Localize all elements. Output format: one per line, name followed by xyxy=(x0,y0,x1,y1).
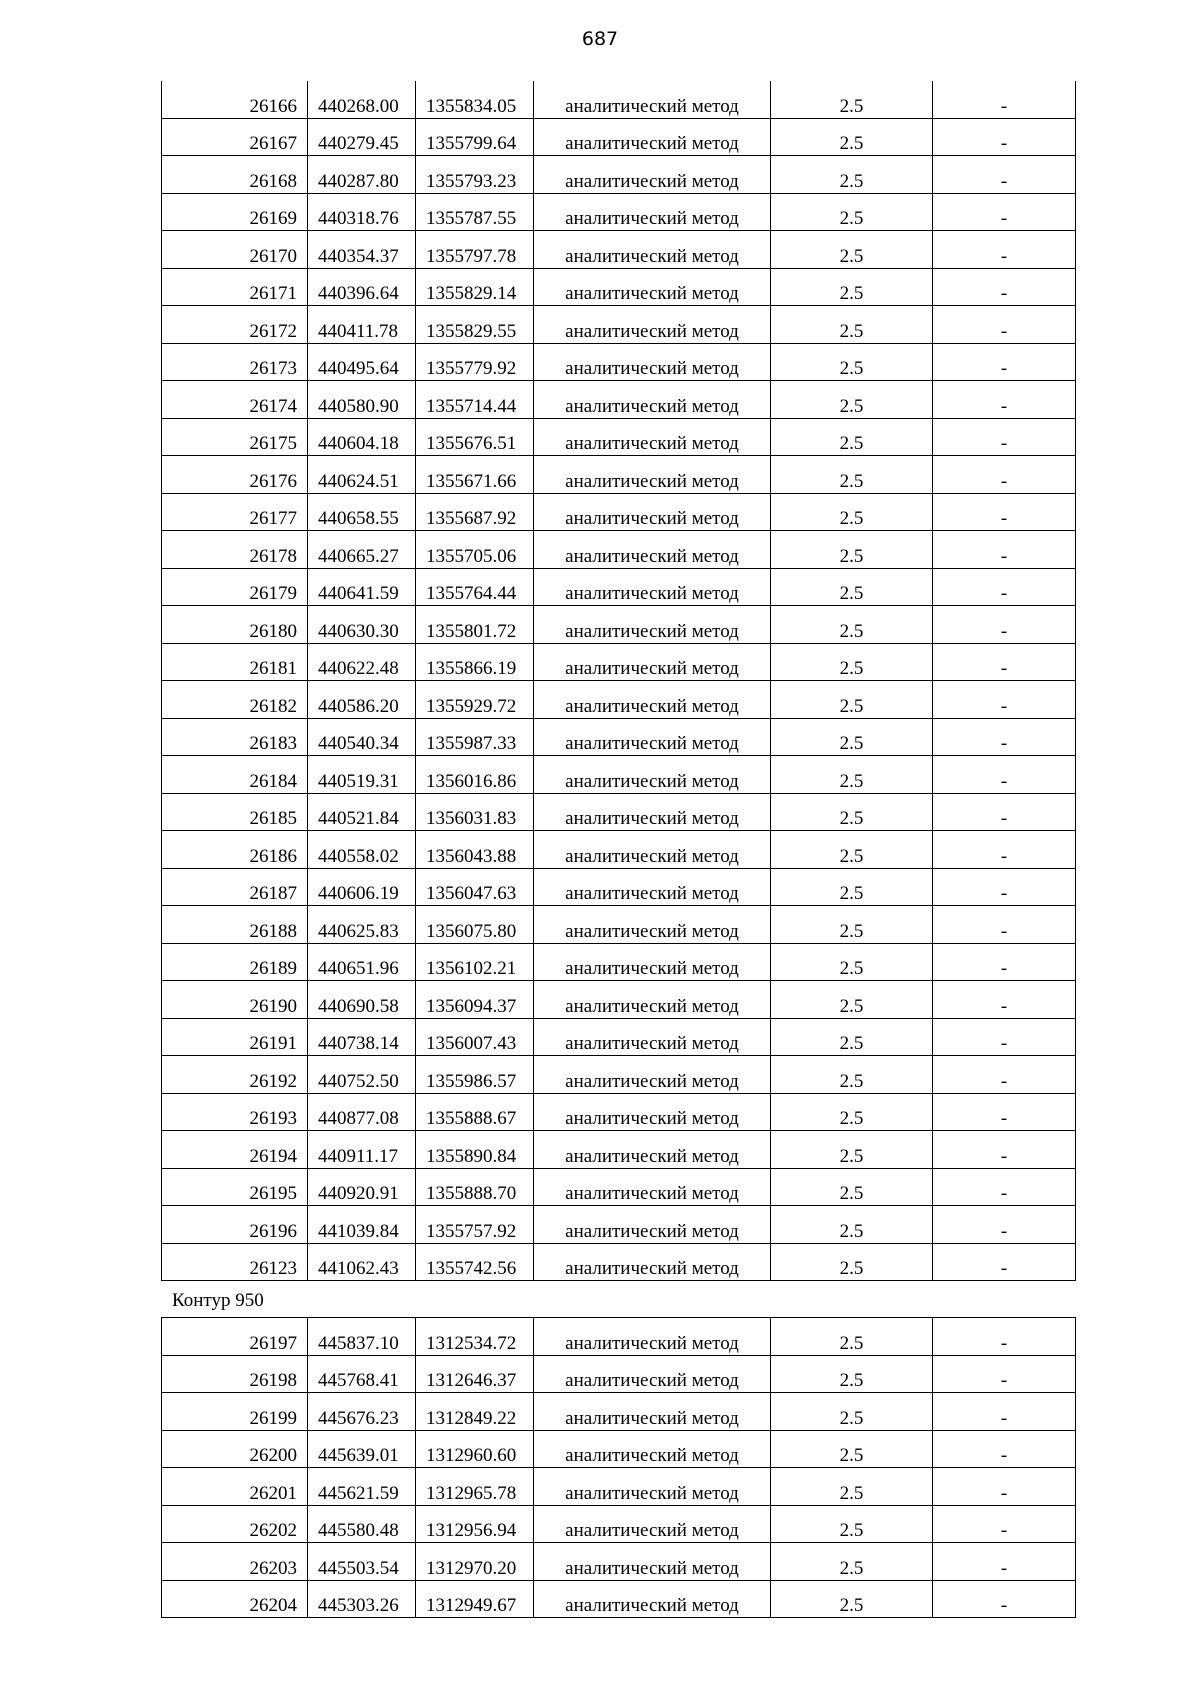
y-coordinate-cell: 1355799.64 xyxy=(416,118,534,156)
accuracy-cell: 2.5 xyxy=(771,1355,933,1393)
table-row xyxy=(162,906,1076,944)
y-coordinate-cell: 1355764.44 xyxy=(416,568,534,606)
description-cell: - xyxy=(933,231,1076,269)
description-cell: - xyxy=(933,418,1076,456)
accuracy-cell: 2.5 xyxy=(771,643,933,681)
accuracy-cell: 2.5 xyxy=(771,793,933,831)
point-number-cell: 26167 xyxy=(162,118,308,156)
x-coordinate-cell: 440540.34 xyxy=(308,718,416,756)
point-number-cell: 26123 xyxy=(162,1243,308,1281)
accuracy-cell: 2.5 xyxy=(771,1543,933,1581)
description-cell: - xyxy=(933,1543,1076,1581)
description-cell: - xyxy=(933,381,1076,419)
x-coordinate-cell: 440911.17 xyxy=(308,1131,416,1169)
table-row xyxy=(162,343,1076,381)
description-cell: - xyxy=(933,568,1076,606)
accuracy-cell: 2.5 xyxy=(771,1131,933,1169)
description-cell: - xyxy=(933,681,1076,719)
method-cell: аналитический метод xyxy=(534,1243,771,1281)
method-cell: аналитический метод xyxy=(534,906,771,944)
point-number-cell: 26193 xyxy=(162,1093,308,1131)
point-number-cell: 26177 xyxy=(162,493,308,531)
y-coordinate-cell: 1356016.86 xyxy=(416,756,534,794)
coordinates-table xyxy=(161,81,1076,1281)
x-coordinate-cell: 440877.08 xyxy=(308,1093,416,1131)
point-number-cell: 26173 xyxy=(162,343,308,381)
accuracy-cell: 2.5 xyxy=(771,1168,933,1206)
description-cell: - xyxy=(933,493,1076,531)
point-number-cell: 26185 xyxy=(162,793,308,831)
x-coordinate-cell: 440279.45 xyxy=(308,118,416,156)
method-cell: аналитический метод xyxy=(534,943,771,981)
y-coordinate-cell: 1355829.14 xyxy=(416,268,534,306)
table-row xyxy=(162,868,1076,906)
method-cell: аналитический метод xyxy=(534,118,771,156)
page-number: 687 xyxy=(581,28,619,50)
y-coordinate-cell: 1312534.72 xyxy=(416,1318,534,1356)
description-cell: - xyxy=(933,1318,1076,1356)
method-cell: аналитический метод xyxy=(534,381,771,419)
accuracy-cell: 2.5 xyxy=(771,1393,933,1431)
description-cell: - xyxy=(933,868,1076,906)
table-row xyxy=(162,831,1076,869)
point-number-cell: 26190 xyxy=(162,981,308,1019)
accuracy-cell: 2.5 xyxy=(771,868,933,906)
y-coordinate-cell: 1356102.21 xyxy=(416,943,534,981)
y-coordinate-cell: 1355797.78 xyxy=(416,231,534,269)
accuracy-cell: 2.5 xyxy=(771,568,933,606)
method-cell: аналитический метод xyxy=(534,1018,771,1056)
x-coordinate-cell: 445639.01 xyxy=(308,1430,416,1468)
table-row xyxy=(162,1505,1076,1543)
table-row xyxy=(162,1318,1076,1356)
x-coordinate-cell: 440920.91 xyxy=(308,1168,416,1206)
accuracy-cell: 2.5 xyxy=(771,156,933,194)
accuracy-cell: 2.5 xyxy=(771,681,933,719)
point-number-cell: 26176 xyxy=(162,456,308,494)
contour-label: Контур 950 xyxy=(172,1290,264,1311)
point-number-cell: 26175 xyxy=(162,418,308,456)
accuracy-cell: 2.5 xyxy=(771,831,933,869)
description-cell: - xyxy=(933,1131,1076,1169)
accuracy-cell: 2.5 xyxy=(771,1243,933,1281)
table-row xyxy=(162,418,1076,456)
method-cell: аналитический метод xyxy=(534,1131,771,1169)
table-row xyxy=(162,531,1076,569)
y-coordinate-cell: 1355787.55 xyxy=(416,193,534,231)
accuracy-cell: 2.5 xyxy=(771,1505,933,1543)
table-row xyxy=(162,81,1076,118)
x-coordinate-cell: 445580.48 xyxy=(308,1505,416,1543)
accuracy-cell: 2.5 xyxy=(771,1018,933,1056)
table-row xyxy=(162,1393,1076,1431)
table-row xyxy=(162,268,1076,306)
point-number-cell: 26200 xyxy=(162,1430,308,1468)
method-cell: аналитический метод xyxy=(534,1430,771,1468)
x-coordinate-cell: 440606.19 xyxy=(308,868,416,906)
accuracy-cell: 2.5 xyxy=(771,1206,933,1244)
point-number-cell: 26204 xyxy=(162,1580,308,1618)
accuracy-cell: 2.5 xyxy=(771,1318,933,1356)
table-row xyxy=(162,1093,1076,1131)
description-cell: - xyxy=(933,981,1076,1019)
method-cell: аналитический метод xyxy=(534,718,771,756)
description-cell: - xyxy=(933,643,1076,681)
y-coordinate-cell: 1355714.44 xyxy=(416,381,534,419)
description-cell: - xyxy=(933,1018,1076,1056)
accuracy-cell: 2.5 xyxy=(771,606,933,644)
point-number-cell: 26201 xyxy=(162,1468,308,1506)
method-cell: аналитический метод xyxy=(534,1393,771,1431)
x-coordinate-cell: 445676.23 xyxy=(308,1393,416,1431)
method-cell: аналитический метод xyxy=(534,1505,771,1543)
x-coordinate-cell: 440318.76 xyxy=(308,193,416,231)
method-cell: аналитический метод xyxy=(534,868,771,906)
description-cell: - xyxy=(933,1243,1076,1281)
accuracy-cell: 2.5 xyxy=(771,1468,933,1506)
y-coordinate-cell: 1312849.22 xyxy=(416,1393,534,1431)
table-row xyxy=(162,568,1076,606)
x-coordinate-cell: 440738.14 xyxy=(308,1018,416,1056)
accuracy-cell: 2.5 xyxy=(771,1430,933,1468)
table-row xyxy=(162,306,1076,344)
description-cell: - xyxy=(933,306,1076,344)
method-cell: аналитический метод xyxy=(534,306,771,344)
y-coordinate-cell: 1355705.06 xyxy=(416,531,534,569)
point-number-cell: 26197 xyxy=(162,1318,308,1356)
y-coordinate-cell: 1355929.72 xyxy=(416,681,534,719)
x-coordinate-cell: 440580.90 xyxy=(308,381,416,419)
accuracy-cell: 2.5 xyxy=(771,343,933,381)
description-cell: - xyxy=(933,118,1076,156)
description-cell: - xyxy=(933,456,1076,494)
x-coordinate-cell: 440665.27 xyxy=(308,531,416,569)
accuracy-cell: 2.5 xyxy=(771,943,933,981)
y-coordinate-cell: 1356031.83 xyxy=(416,793,534,831)
table-row xyxy=(162,193,1076,231)
table-row xyxy=(162,1543,1076,1581)
description-cell: - xyxy=(933,906,1076,944)
y-coordinate-cell: 1355834.05 xyxy=(416,81,534,118)
y-coordinate-cell: 1356047.63 xyxy=(416,868,534,906)
y-coordinate-cell: 1355888.67 xyxy=(416,1093,534,1131)
method-cell: аналитический метод xyxy=(534,81,771,118)
x-coordinate-cell: 441062.43 xyxy=(308,1243,416,1281)
y-coordinate-cell: 1312965.78 xyxy=(416,1468,534,1506)
y-coordinate-cell: 1355687.92 xyxy=(416,493,534,531)
x-coordinate-cell: 440268.00 xyxy=(308,81,416,118)
x-coordinate-cell: 440287.80 xyxy=(308,156,416,194)
description-cell: - xyxy=(933,1505,1076,1543)
accuracy-cell: 2.5 xyxy=(771,1580,933,1618)
y-coordinate-cell: 1356075.80 xyxy=(416,906,534,944)
table-row xyxy=(162,643,1076,681)
coordinates-table xyxy=(161,1317,1076,1618)
y-coordinate-cell: 1355757.92 xyxy=(416,1206,534,1244)
accuracy-cell: 2.5 xyxy=(771,906,933,944)
x-coordinate-cell: 440658.55 xyxy=(308,493,416,531)
description-cell: - xyxy=(933,268,1076,306)
description-cell: - xyxy=(933,1206,1076,1244)
description-cell: - xyxy=(933,343,1076,381)
x-coordinate-cell: 440558.02 xyxy=(308,831,416,869)
method-cell: аналитический метод xyxy=(534,831,771,869)
y-coordinate-cell: 1355742.56 xyxy=(416,1243,534,1281)
table-row xyxy=(162,156,1076,194)
y-coordinate-cell: 1312949.67 xyxy=(416,1580,534,1618)
x-coordinate-cell: 440396.64 xyxy=(308,268,416,306)
x-coordinate-cell: 440519.31 xyxy=(308,756,416,794)
accuracy-cell: 2.5 xyxy=(771,231,933,269)
point-number-cell: 26170 xyxy=(162,231,308,269)
y-coordinate-cell: 1355801.72 xyxy=(416,606,534,644)
accuracy-cell: 2.5 xyxy=(771,493,933,531)
method-cell: аналитический метод xyxy=(534,531,771,569)
x-coordinate-cell: 440521.84 xyxy=(308,793,416,831)
table-row xyxy=(162,1243,1076,1281)
accuracy-cell: 2.5 xyxy=(771,1093,933,1131)
y-coordinate-cell: 1312970.20 xyxy=(416,1543,534,1581)
description-cell: - xyxy=(933,1430,1076,1468)
point-number-cell: 26196 xyxy=(162,1206,308,1244)
table-row xyxy=(162,793,1076,831)
method-cell: аналитический метод xyxy=(534,1318,771,1356)
description-cell: - xyxy=(933,1093,1076,1131)
method-cell: аналитический метод xyxy=(534,1580,771,1618)
y-coordinate-cell: 1355793.23 xyxy=(416,156,534,194)
accuracy-cell: 2.5 xyxy=(771,981,933,1019)
y-coordinate-cell: 1355987.33 xyxy=(416,718,534,756)
method-cell: аналитический метод xyxy=(534,1543,771,1581)
method-cell: аналитический метод xyxy=(534,606,771,644)
x-coordinate-cell: 440586.20 xyxy=(308,681,416,719)
table-row xyxy=(162,231,1076,269)
x-coordinate-cell: 445837.10 xyxy=(308,1318,416,1356)
description-cell: - xyxy=(933,943,1076,981)
point-number-cell: 26188 xyxy=(162,906,308,944)
description-cell: - xyxy=(933,193,1076,231)
x-coordinate-cell: 445768.41 xyxy=(308,1355,416,1393)
method-cell: аналитический метод xyxy=(534,643,771,681)
x-coordinate-cell: 440604.18 xyxy=(308,418,416,456)
description-cell: - xyxy=(933,81,1076,118)
accuracy-cell: 2.5 xyxy=(771,756,933,794)
x-coordinate-cell: 440752.50 xyxy=(308,1056,416,1094)
table-row xyxy=(162,1580,1076,1618)
accuracy-cell: 2.5 xyxy=(771,1056,933,1094)
x-coordinate-cell: 440495.64 xyxy=(308,343,416,381)
point-number-cell: 26179 xyxy=(162,568,308,606)
y-coordinate-cell: 1355986.57 xyxy=(416,1056,534,1094)
table-row xyxy=(162,456,1076,494)
table-row xyxy=(162,493,1076,531)
description-cell: - xyxy=(933,1468,1076,1506)
x-coordinate-cell: 440625.83 xyxy=(308,906,416,944)
table-row xyxy=(162,1056,1076,1094)
description-cell: - xyxy=(933,718,1076,756)
table-row xyxy=(162,1168,1076,1206)
point-number-cell: 26172 xyxy=(162,306,308,344)
accuracy-cell: 2.5 xyxy=(771,306,933,344)
point-number-cell: 26171 xyxy=(162,268,308,306)
method-cell: аналитический метод xyxy=(534,756,771,794)
table-row xyxy=(162,381,1076,419)
method-cell: аналитический метод xyxy=(534,1468,771,1506)
point-number-cell: 26189 xyxy=(162,943,308,981)
description-cell: - xyxy=(933,756,1076,794)
table-row xyxy=(162,1206,1076,1244)
method-cell: аналитический метод xyxy=(534,1093,771,1131)
y-coordinate-cell: 1355866.19 xyxy=(416,643,534,681)
y-coordinate-cell: 1356094.37 xyxy=(416,981,534,1019)
point-number-cell: 26180 xyxy=(162,606,308,644)
point-number-cell: 26194 xyxy=(162,1131,308,1169)
y-coordinate-cell: 1312646.37 xyxy=(416,1355,534,1393)
x-coordinate-cell: 440411.78 xyxy=(308,306,416,344)
description-cell: - xyxy=(933,156,1076,194)
accuracy-cell: 2.5 xyxy=(771,718,933,756)
point-number-cell: 26203 xyxy=(162,1543,308,1581)
accuracy-cell: 2.5 xyxy=(771,418,933,456)
point-number-cell: 26178 xyxy=(162,531,308,569)
accuracy-cell: 2.5 xyxy=(771,81,933,118)
description-cell: - xyxy=(933,1168,1076,1206)
method-cell: аналитический метод xyxy=(534,568,771,606)
y-coordinate-cell: 1355779.92 xyxy=(416,343,534,381)
point-number-cell: 26168 xyxy=(162,156,308,194)
x-coordinate-cell: 445621.59 xyxy=(308,1468,416,1506)
point-number-cell: 26183 xyxy=(162,718,308,756)
accuracy-cell: 2.5 xyxy=(771,381,933,419)
table-row xyxy=(162,756,1076,794)
point-number-cell: 26192 xyxy=(162,1056,308,1094)
description-cell: - xyxy=(933,1056,1076,1094)
method-cell: аналитический метод xyxy=(534,493,771,531)
point-number-cell: 26184 xyxy=(162,756,308,794)
accuracy-cell: 2.5 xyxy=(771,531,933,569)
table-row xyxy=(162,118,1076,156)
method-cell: аналитический метод xyxy=(534,1056,771,1094)
y-coordinate-cell: 1312956.94 xyxy=(416,1505,534,1543)
y-coordinate-cell: 1355888.70 xyxy=(416,1168,534,1206)
point-number-cell: 26198 xyxy=(162,1355,308,1393)
method-cell: аналитический метод xyxy=(534,231,771,269)
x-coordinate-cell: 445503.54 xyxy=(308,1543,416,1581)
x-coordinate-cell: 440690.58 xyxy=(308,981,416,1019)
table-row xyxy=(162,1430,1076,1468)
method-cell: аналитический метод xyxy=(534,268,771,306)
point-number-cell: 26166 xyxy=(162,81,308,118)
method-cell: аналитический метод xyxy=(534,418,771,456)
x-coordinate-cell: 440624.51 xyxy=(308,456,416,494)
description-cell: - xyxy=(933,831,1076,869)
description-cell: - xyxy=(933,531,1076,569)
y-coordinate-cell: 1356043.88 xyxy=(416,831,534,869)
method-cell: аналитический метод xyxy=(534,1168,771,1206)
method-cell: аналитический метод xyxy=(534,456,771,494)
table-row xyxy=(162,943,1076,981)
table-row xyxy=(162,718,1076,756)
x-coordinate-cell: 440354.37 xyxy=(308,231,416,269)
method-cell: аналитический метод xyxy=(534,981,771,1019)
point-number-cell: 26202 xyxy=(162,1505,308,1543)
method-cell: аналитический метод xyxy=(534,343,771,381)
accuracy-cell: 2.5 xyxy=(771,118,933,156)
point-number-cell: 26169 xyxy=(162,193,308,231)
accuracy-cell: 2.5 xyxy=(771,268,933,306)
y-coordinate-cell: 1355890.84 xyxy=(416,1131,534,1169)
y-coordinate-cell: 1355671.66 xyxy=(416,456,534,494)
table-row xyxy=(162,1355,1076,1393)
y-coordinate-cell: 1356007.43 xyxy=(416,1018,534,1056)
point-number-cell: 26199 xyxy=(162,1393,308,1431)
method-cell: аналитический метод xyxy=(534,1206,771,1244)
x-coordinate-cell: 440641.59 xyxy=(308,568,416,606)
point-number-cell: 26174 xyxy=(162,381,308,419)
description-cell: - xyxy=(933,1580,1076,1618)
point-number-cell: 26195 xyxy=(162,1168,308,1206)
description-cell: - xyxy=(933,1393,1076,1431)
y-coordinate-cell: 1355676.51 xyxy=(416,418,534,456)
y-coordinate-cell: 1355829.55 xyxy=(416,306,534,344)
method-cell: аналитический метод xyxy=(534,193,771,231)
accuracy-cell: 2.5 xyxy=(771,193,933,231)
description-cell: - xyxy=(933,1355,1076,1393)
description-cell: - xyxy=(933,793,1076,831)
x-coordinate-cell: 441039.84 xyxy=(308,1206,416,1244)
y-coordinate-cell: 1312960.60 xyxy=(416,1430,534,1468)
table-row xyxy=(162,1131,1076,1169)
method-cell: аналитический метод xyxy=(534,793,771,831)
method-cell: аналитический метод xyxy=(534,681,771,719)
table-row xyxy=(162,981,1076,1019)
point-number-cell: 26186 xyxy=(162,831,308,869)
table-row xyxy=(162,606,1076,644)
x-coordinate-cell: 445303.26 xyxy=(308,1580,416,1618)
x-coordinate-cell: 440630.30 xyxy=(308,606,416,644)
method-cell: аналитический метод xyxy=(534,156,771,194)
point-number-cell: 26182 xyxy=(162,681,308,719)
description-cell: - xyxy=(933,606,1076,644)
point-number-cell: 26191 xyxy=(162,1018,308,1056)
table-row xyxy=(162,1018,1076,1056)
table-row xyxy=(162,1468,1076,1506)
point-number-cell: 26187 xyxy=(162,868,308,906)
table-row xyxy=(162,681,1076,719)
accuracy-cell: 2.5 xyxy=(771,456,933,494)
x-coordinate-cell: 440622.48 xyxy=(308,643,416,681)
method-cell: аналитический метод xyxy=(534,1355,771,1393)
x-coordinate-cell: 440651.96 xyxy=(308,943,416,981)
point-number-cell: 26181 xyxy=(162,643,308,681)
